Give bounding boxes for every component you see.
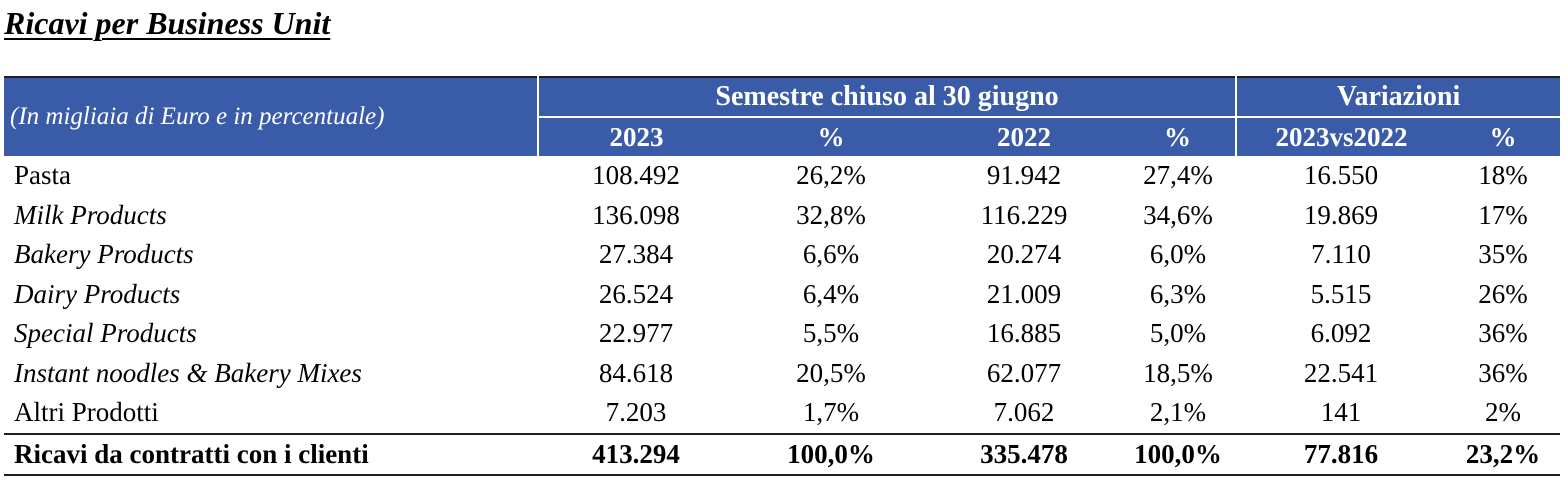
cell-2023: 22.977: [598, 318, 674, 348]
cell-2023: 27.384: [598, 239, 674, 269]
cell-2022: 16.885: [986, 318, 1062, 348]
row-label: Instant noodles & Bakery Mixes: [14, 357, 362, 388]
cell-2022: 7.062: [993, 397, 1055, 427]
group-header-variazioni: Variazioni: [1236, 77, 1560, 117]
total-pct-2022: 100,0%: [1120, 434, 1236, 476]
cell-pct-2022: 27,4%: [1143, 160, 1213, 190]
row-label: Dairy Products: [14, 278, 181, 309]
cell-2022: 91.942: [986, 160, 1062, 190]
total-2023: 413.294: [538, 434, 734, 476]
total-variation: 77.816: [1236, 434, 1446, 476]
cell-pct-2023: 20,5%: [796, 357, 866, 388]
total-row: [4, 434, 1560, 476]
cell-pct-variation: 35%: [1478, 239, 1528, 269]
total-pct-2023: 100,0%: [734, 434, 928, 476]
cell-pct-2023: 6,4%: [802, 278, 860, 309]
table-row: [4, 275, 1560, 315]
cell-pct-2023: 6,6%: [802, 239, 860, 269]
cell-variation: 19.869: [1303, 199, 1379, 230]
cell-2023: 26.524: [598, 278, 674, 309]
cell-variation: 5.515: [1310, 278, 1372, 309]
cell-pct-2022: 6,0%: [1149, 239, 1207, 269]
row-label: Milk Products: [14, 199, 167, 230]
revenue-table: [4, 76, 1560, 476]
row-label: Special Products: [14, 318, 197, 348]
table-row: [4, 354, 1560, 394]
group-header-semestre: Semestre chiuso al 30 giugno: [538, 77, 1236, 117]
cell-pct-variation: 2%: [1485, 397, 1522, 427]
units-label: (In migliaia di Euro e in percentuale): [4, 77, 538, 156]
cell-pct-variation: 36%: [1478, 318, 1528, 348]
row-label: Altri Prodotti: [14, 397, 159, 427]
column-header-pct-2022: %: [1120, 117, 1236, 156]
table-row: [4, 314, 1560, 354]
cell-2023: 108.492: [592, 160, 680, 190]
table-row: [4, 235, 1560, 275]
cell-pct-2023: 5,5%: [802, 318, 860, 348]
cell-pct-2023: 26,2%: [796, 160, 866, 190]
header-row-groups: [4, 77, 1560, 117]
cell-2022: 20.274: [986, 239, 1062, 269]
total-2022: 335.478: [928, 434, 1120, 476]
total-label: Ricavi da contratti con i clienti: [4, 434, 538, 476]
column-header-pct-variation: %: [1446, 117, 1560, 156]
cell-pct-2022: 2,1%: [1149, 397, 1207, 427]
cell-pct-variation: 36%: [1478, 357, 1528, 388]
cell-pct-2023: 1,7%: [802, 397, 860, 427]
table-row: [4, 156, 1560, 196]
cell-2022: 116.229: [980, 199, 1068, 230]
row-label: Pasta: [14, 160, 71, 190]
column-header-2022: 2022: [928, 117, 1120, 156]
cell-pct-2022: 18,5%: [1143, 357, 1213, 388]
cell-pct-variation: 18%: [1478, 160, 1528, 190]
cell-variation: 141: [1320, 397, 1362, 427]
cell-pct-2022: 5,0%: [1149, 318, 1207, 348]
cell-variation: 22.541: [1303, 357, 1379, 388]
cell-variation: 7.110: [1311, 239, 1371, 269]
total-pct-variation: 23,2%: [1446, 434, 1560, 476]
cell-pct-2023: 32,8%: [796, 199, 866, 230]
cell-variation: 16.550: [1303, 160, 1379, 190]
cell-pct-2022: 34,6%: [1143, 199, 1213, 230]
page-title: Ricavi per Business Unit: [4, 5, 331, 41]
cell-2023: 136.098: [592, 199, 680, 230]
cell-variation: 6.092: [1310, 318, 1372, 348]
cell-2022: 62.077: [986, 357, 1062, 388]
table-row: [4, 393, 1560, 434]
cell-2023: 84.618: [598, 357, 674, 388]
cell-pct-variation: 17%: [1478, 199, 1528, 230]
row-label: Bakery Products: [14, 239, 194, 269]
column-header-variation: 2023vs2022: [1236, 117, 1446, 156]
column-header-pct-2023: %: [734, 117, 928, 156]
table-row: [4, 196, 1560, 236]
column-header-2023: 2023: [538, 117, 734, 156]
cell-pct-variation: 26%: [1478, 278, 1528, 309]
cell-2022: 21.009: [986, 278, 1062, 309]
cell-pct-2022: 6,3%: [1149, 278, 1207, 309]
cell-2023: 7.203: [605, 397, 667, 427]
